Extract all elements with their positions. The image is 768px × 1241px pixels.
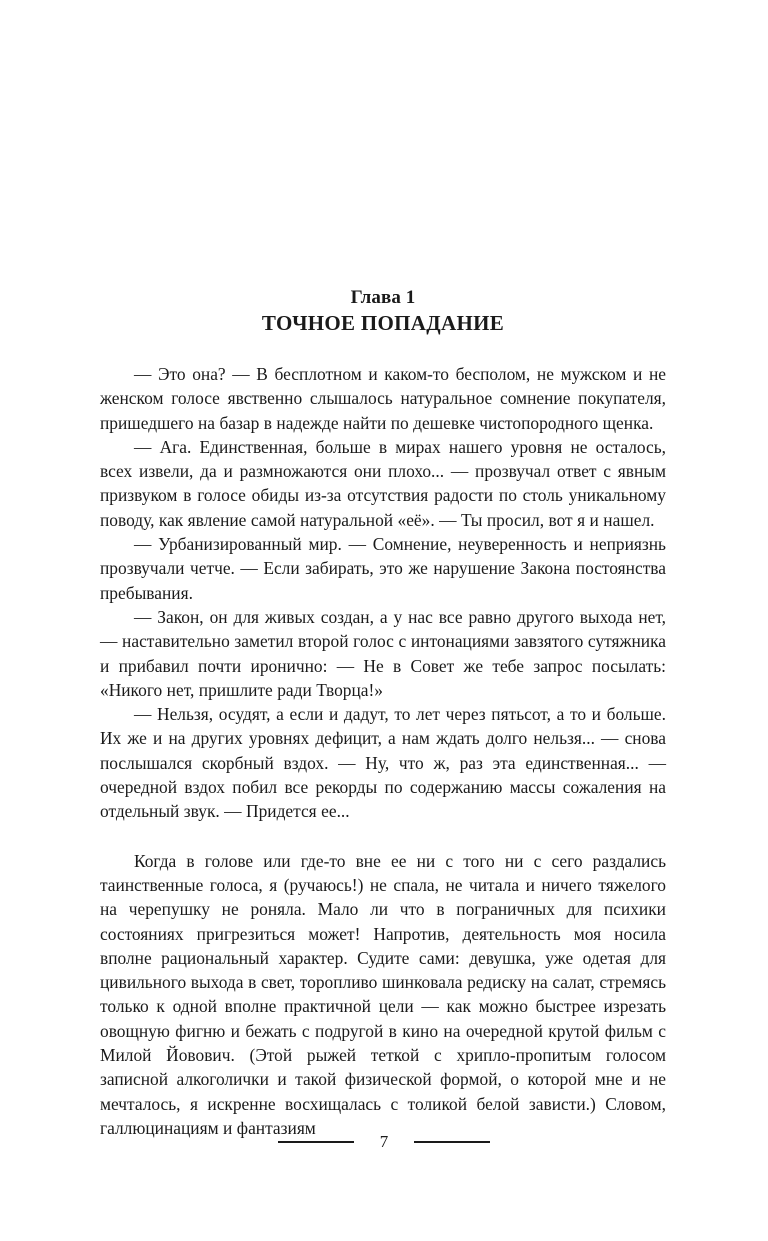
dialogue-paragraph: — Ага. Единственная, больше в мирах нашего уровня не осталось, всех извели, да и размножаются они плохо... — прозвучал ответ с явным призвуком в голосе обиды из-за отсутствия радости по столь уникальному поводу, как явление самой натуральной «её». — Ты просил, вот я и нашел.	[100, 436, 666, 530]
page-number: 7	[379, 1132, 389, 1151]
page-footer	[0, 1133, 768, 1151]
footer-rule-right	[414, 1141, 490, 1144]
dialogue-paragraph: — Урбанизированный мир. — Сомнение, неуверенность и неприязнь прозвучали четче. — Если забирать, это же нарушение Закона постоянства пребывания.	[100, 534, 666, 603]
dialogue-paragraph: — Нельзя, осудят, а если и дадут, то лет через пятьсот, а то и больше. Их же и на других уровнях дефицит, а нам ждать долго нельзя... — снова послышался скорбный вздох. — Ну, что ж, раз эта единственная... — очередной вздох побил все рекорды по содержанию массы сожаления на отдельный звук. — Придется ее...	[100, 704, 666, 822]
paragraph-block-separator	[100, 824, 666, 849]
chapter-number: Глава 1	[350, 287, 416, 308]
chapter-heading	[100, 286, 666, 336]
dialogue-paragraph: — Это она? — В бесплотном и каком-то бесполом, не мужском и не женском голосе явственно слышалось натуральное сомнение покупателя, пришедшего на базар в надежде найти по дешевке чистопородного щенка.	[100, 364, 666, 433]
dialogue-paragraph: — Закон, он для живых создан, а у нас все равно другого выхода нет, — наставительно заметил второй голос с интонациями завзятого сутяжника и прибавил почти иронично: — Не в Совет же тебе запрос посылать: «Никого нет, пришлите ради Творца!»	[100, 606, 666, 700]
page-text-block	[100, 286, 666, 1140]
chapter-title: ТОЧНОЕ ПОПАДАНИЕ	[261, 311, 505, 335]
narrative-paragraph: Когда в голове или где-то вне ее ни с того ни с сего раздались таинственные голоса, я (ручаюсь!) не спала, не читала и ничего тяжелого на черепушку не роняла. Мало ли что в пограничных для психики состояниях пригрезиться может! Напротив, деятельность моя носила вполне рациональный характер. Судите сами: девушка, уже одетая для цивильного выхода в свет, торопливо шинковала редиску на салат, стремясь только к одной вполне практичной цели — как можно быстрее изрезать овощную фигню и бежать с подругой в кино на очередной крутой фильм с Милой Йовович. (Этой рыжей теткой с хрипло-пропитым голосом записной алкоголички и такой физической формой, о которой мне и не мечталось, я искренне восхищалась с толикой белой зависти.) Словом, галлюцинациям и фантазиям	[100, 850, 666, 1138]
footer-rule-left	[278, 1141, 354, 1144]
